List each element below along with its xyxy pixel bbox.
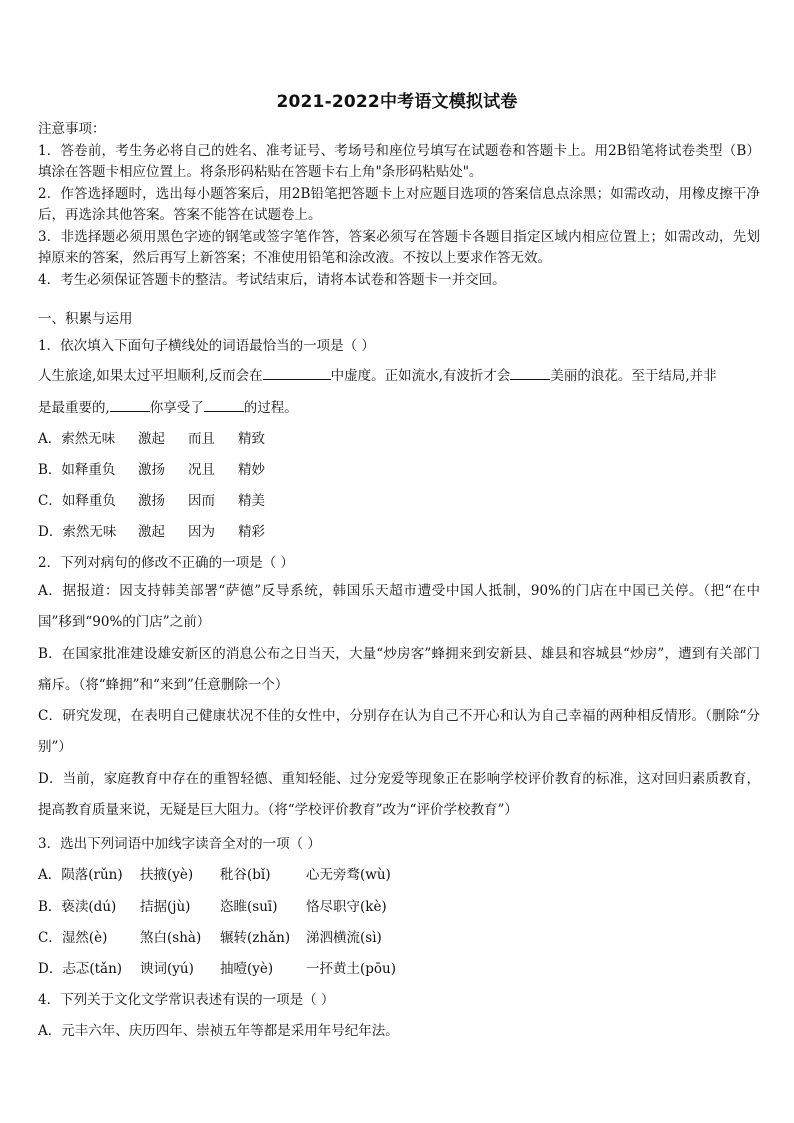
question-3-stem: 3．选出下列词语中加线字读音全对的一项（ ） — [38, 836, 321, 852]
question-1-stem: 1．依次填入下面句子横线处的词语最恰当的一项是（ ） — [38, 338, 375, 354]
option-word: 而且 — [188, 431, 215, 447]
notice-item: 1．答卷前，考生务必将自己的姓名、准考证号、考场号和座位号填写在试题卷和答题卡上。用2B铅笔将试卷类型（B）填涂在答题卡相应位置上。将条形码粘贴在答题卡右上角"条形码粘贴处"。 — [38, 142, 760, 180]
option-word: 心无旁骛(wù) — [306, 867, 391, 883]
option-word: 涕泗横流(sì) — [306, 930, 382, 946]
option-word: A．陨落(rǔn) — [38, 867, 123, 883]
notice-heading: 注意事项： — [38, 121, 106, 137]
fill-blank — [510, 367, 550, 380]
q3-option-b — [38, 895, 416, 915]
q1-text-part: 中虚度。正如流水,有波折才会 — [330, 368, 511, 384]
option-word: 激扬 — [138, 493, 165, 509]
q2-option-a: A．据报道：因支持韩美部署“萨德”反导系统，韩国乐天超市遭受中国人抵制，90%的门店在中国已关停。（把“在中国”移到“90%的门店”之前） — [38, 583, 760, 630]
option-word: 恪尽职守(kè) — [306, 899, 387, 915]
option-word: 激扬 — [138, 462, 165, 478]
section-heading: 一、积累与运用 — [38, 311, 133, 327]
q2-option-b: B．在国家批准建设雄安新区的消息公布之日当天，大量“炒房客”蜂拥来到安新县、雄县和容城县“炒房”，遭到有关部门痛斥。（将“蜂拥”和“来到”任意删除一个） — [38, 646, 760, 693]
q1-option-b — [38, 458, 298, 478]
option-word: 辗转(zhǎn) — [220, 930, 291, 946]
option-word: C．湿然(è) — [38, 930, 108, 946]
q1-text-part: 美丽的浪花。至于结局,并非 — [550, 368, 717, 384]
q4-option-a: A．元丰六年、庆历四年、崇祯五年等都是采用年号纪年法。 — [38, 1023, 399, 1039]
option-word: B．如释重负 — [38, 462, 116, 478]
fill-blank — [110, 399, 150, 412]
option-word: 因而 — [188, 493, 215, 509]
q3-option-a — [38, 863, 416, 883]
option-word: 一抔黄土(pōu) — [306, 961, 396, 977]
notice-block — [38, 119, 760, 291]
q1-option-c — [38, 489, 298, 509]
question-1-text-line-1 — [38, 364, 760, 384]
q1-text-part: 的过程。 — [243, 400, 298, 416]
option-word: 精妙 — [238, 462, 265, 478]
fill-blank — [263, 367, 331, 380]
question-4-stem: 4．下列关于文化文学常识表述有误的一项是（ ） — [38, 992, 335, 1008]
option-word: 拮据(jù) — [140, 899, 191, 915]
question-2-stem: 2．下列对病句的修改不正确的一项是（ ） — [38, 555, 294, 571]
notice-item: 4．考生必须保证答题卡的整洁。考试结束后，请将本试卷和答题卡一并交回。 — [38, 271, 506, 288]
option-word: C．如释重负 — [38, 493, 116, 509]
option-word: 精致 — [238, 431, 265, 447]
q1-option-a — [38, 427, 298, 447]
q1-text-part: 人生旅途,如果太过平坦顺利,反而会在 — [38, 368, 263, 384]
option-word: 激起 — [138, 524, 165, 540]
page-title: 2021-2022中考语文模拟试卷 — [276, 92, 518, 112]
fill-blank — [204, 399, 244, 412]
option-word: 激起 — [138, 431, 165, 447]
notice-item: 3．非选择题必须用黑色字迹的钢笔或签字笔作答，答案必须写在答题卡各题目指定区域内相应位置上；如需改动，先划掉原来的答案，然后再写上新答案；不准使用铅笔和涂改液。不按以上要求作答无效。 — [38, 228, 760, 266]
q3-option-d — [38, 957, 416, 977]
notice-item: 2．作答选择题时，选出每小题答案后，用2B铅笔把答题卡上对应题目选项的答案信息点涂黑；如需改动，用橡皮擦干净后，再选涂其他答案。答案不能答在试题卷上。 — [38, 185, 760, 223]
option-word: B．亵渎(dú) — [38, 899, 117, 915]
q2-option-c: C．研究发现，在表明自己健康状况不佳的女性中，分别存在认为自己不开心和认为自己幸福的两种相反情形。（删除“分别”） — [38, 708, 760, 755]
option-word: 谀词(yú) — [140, 961, 194, 977]
option-word: D．索然无味 — [38, 524, 117, 540]
q3-option-c — [38, 926, 416, 946]
option-word: 抽噎(yè) — [220, 961, 274, 977]
option-word: 恣睢(suī) — [220, 899, 278, 915]
q1-text-part: 你享受了 — [149, 400, 204, 416]
option-word: 扶掖(yè) — [140, 867, 194, 883]
q2-option-d: D．当前，家庭教育中存在的重智轻德、重知轻能、过分宠爱等现象正在影响学校评价教育的标准，这对回归素质教育，提高教育质量来说，无疑是巨大阻力。（将“学校评价教育”改为“评价学校教育”） — [38, 771, 760, 818]
option-word: A．索然无味 — [38, 431, 116, 447]
q1-text-part: 是最重要的, — [38, 400, 110, 416]
question-1-text-line-2 — [38, 396, 760, 416]
option-word: 精彩 — [238, 524, 265, 540]
option-word: 况且 — [188, 462, 215, 478]
q1-option-d — [38, 520, 298, 540]
option-word: 精美 — [238, 493, 265, 509]
option-word: 煞白(shà) — [140, 930, 202, 946]
option-word: 秕谷(bǐ) — [220, 867, 271, 883]
option-word: D．忐忑(tǎn) — [38, 961, 123, 977]
option-word: 因为 — [188, 524, 215, 540]
